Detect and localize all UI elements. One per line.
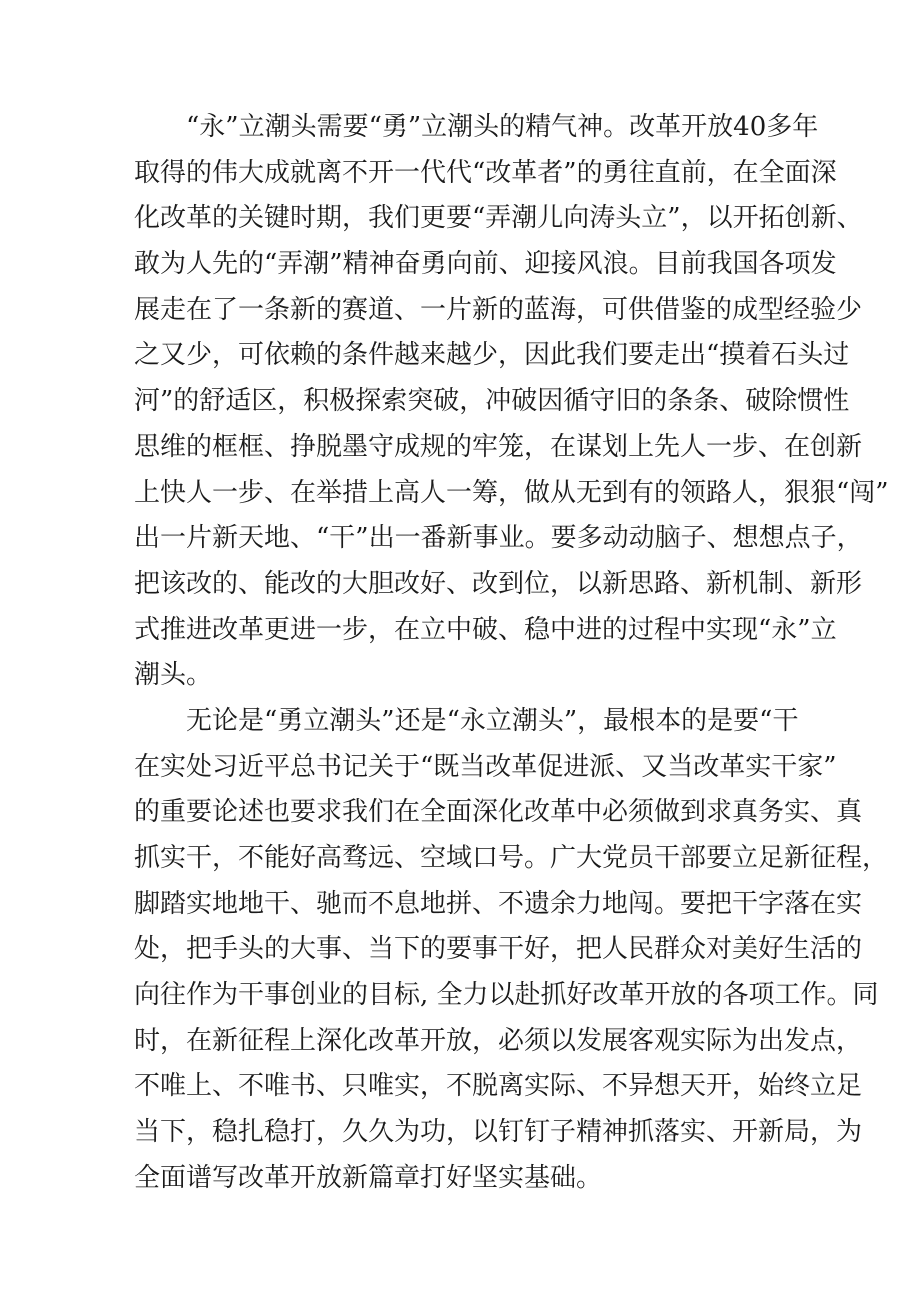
paragraph-line: 在实处习近平总书记关于“既当改革促进派、又当改革实干家”	[134, 751, 837, 782]
paragraph-line: 出一片新天地、“干”出一番新事业。要多动动脑子、想想点子，	[134, 523, 863, 554]
paragraph-line: 上快人一步、在举措上高人一筹，做从无到有的领路人，狠狠“闯”	[134, 477, 889, 508]
paragraph-line: 全面谱写改革开放新篇章打好坚实基础。	[134, 1162, 603, 1193]
paragraph-line: 向往作为干事创业的目标, 全力以赴抓好改革开放的各项工作。同	[134, 980, 879, 1011]
paragraph-line: 当下，稳扎稳打，久久为功，以钉钉子精神抓落实、开新局，为	[134, 1117, 863, 1148]
paragraph-line: 式推进改革更进一步，在立中破、稳中进的过程中实现“永”立	[134, 614, 837, 645]
document-body	[134, 105, 889, 1202]
paragraph-line: 化改革的关键时期，我们更要“弄潮儿向涛头立”，以开拓创新、	[134, 203, 863, 234]
paragraph-line: 脚踏实地地干、驰而不息地拼、不遗余力地闯。要把干字落在实	[134, 888, 863, 919]
paragraph-line: 敢为人先的“弄潮”精神奋勇向前、迎接风浪。目前我国各项发	[134, 249, 837, 280]
paragraph-line: 处，把手头的大事、当下的要事干好，把人民群众对美好生活的	[134, 934, 863, 965]
paragraph-line: 展走在了一条新的赛道、一片新的蓝海，可供借鉴的成型经验少	[134, 294, 863, 325]
paragraph-2	[134, 699, 889, 1202]
paragraph-line: 的重要论述也要求我们在全面深化改革中必须做到求真务实、真	[134, 797, 863, 828]
paragraph-line: 取得的伟大成就离不开一代代“改革者”的勇往直前，在全面深	[134, 157, 837, 188]
paragraph-line: 思维的框框、挣脱墨守成规的牢笼，在谋划上先人一步、在创新	[134, 431, 863, 462]
paragraph-line: “永”立潮头需要“勇”立潮头的精气神。改革开放40多年	[186, 112, 819, 142]
paragraph-line: 无论是“勇立潮头”还是“永立潮头”，最根本的是要“干	[186, 705, 799, 736]
paragraph-line: 不唯上、不唯书、只唯实，不脱离实际、不异想天开，始终立足	[134, 1071, 863, 1102]
paragraph-line: 潮头。	[134, 660, 213, 691]
paragraph-line: 之又少，可依赖的条件越来越少，因此我们要走出“摸着石头过	[134, 340, 850, 371]
paragraph-1	[134, 105, 889, 699]
paragraph-line: 抓实干，不能好高骛远、空域口号。广大党员干部要立足新征程，	[134, 843, 889, 873]
paragraph-line: 时，在新征程上深化改革开放，必须以发展客观实际为出发点，	[134, 1025, 863, 1056]
paragraph-line: 把该改的、能改的大胆改好、改到位，以新思路、新机制、新形	[134, 568, 863, 599]
paragraph-line: 河”的舒适区，积极探索突破，冲破因循守旧的条条、破除惯性	[134, 386, 850, 417]
